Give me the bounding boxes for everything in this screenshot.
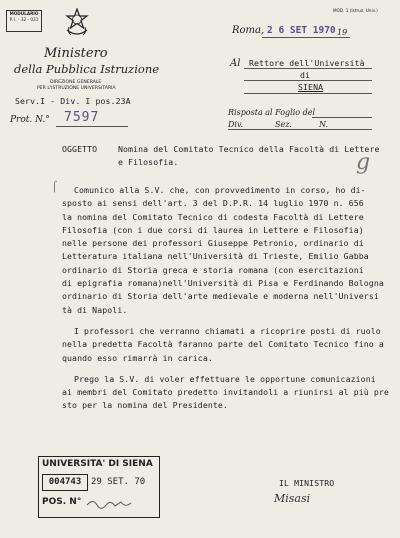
prot-rule: [56, 126, 128, 127]
paragraph-1: [62, 184, 392, 317]
risposta-sez: Sez.: [275, 120, 292, 129]
date-stamp: 2 6 SET 1970: [267, 25, 336, 36]
body-line: nelle persone dei professori Giuseppe Petronio, ordinario di: [62, 238, 364, 249]
signature-label: IL MINISTRO: [279, 478, 335, 488]
paragraph-3: [62, 373, 392, 413]
stamp-pos-label: POS. N°: [42, 497, 82, 507]
handwritten-g-mark: g: [356, 150, 371, 175]
body-line: ordinario di Storia dell'arte medievale e moderna nell'Universi: [62, 291, 379, 302]
body-line: quando esso rimarrà in carica.: [62, 352, 213, 363]
roma-label: Roma,: [232, 25, 265, 36]
stamp-handwritten-scribble: [85, 496, 135, 510]
istruzione-universitaria-label: PER L'ISTRUZIONE UNIVERSITARIA: [37, 86, 116, 91]
addressee-line3: SIENA: [298, 82, 324, 92]
addressee-line1: Rettore dell'Università: [249, 58, 365, 68]
republic-emblem-icon: [64, 8, 90, 38]
stamp-date: 29 SET. 70: [91, 477, 146, 487]
modulario-box: [6, 10, 42, 32]
al-label: Al: [230, 58, 241, 69]
body-line: sposto ai sensi dell'art. 3 del D.P.R. 14 luglio 1970 n. 656: [62, 198, 364, 209]
modulario-label: MODULARIO: [9, 11, 39, 16]
letter-body: [52, 182, 392, 413]
oggetto-line1: Nomina del Comitato Tecnico della Facoltà di Lettere: [118, 144, 380, 154]
prot-label: Prot. N.°: [10, 115, 50, 125]
addressee-line2: di: [300, 70, 311, 80]
oggetto-label: OGGETTO: [62, 144, 98, 154]
body-line: ai membri del Comitato predetto invitandoli a riunirsi al più pre: [62, 387, 389, 398]
stamp-number-box: [42, 474, 88, 491]
body-line: nella predetta Facoltà faranno parte del Comitato Tecnico fino a: [62, 339, 384, 350]
ministero-title: Ministero: [44, 46, 108, 61]
body-line: di epigrafia romana)nell'Università di Pisa e Ferdinando Bologna: [62, 278, 384, 289]
body-line: Comunico alla S.V. che, con provvedimento in corso, ho di-: [74, 185, 366, 195]
risposta-rule-bottom: [228, 129, 372, 130]
risposta-rule-top: [312, 117, 372, 118]
date-rule: [262, 37, 350, 38]
body-line: la nomina del Comitato Tecnico di codesta Facoltà di Lettere: [62, 211, 364, 222]
university-protocol-stamp: [38, 456, 160, 518]
body-line: Letteratura italiana nell'Università di Trieste, Emilio Gabba: [62, 251, 369, 262]
body-line: sto per la nomina del Presidente.: [62, 400, 228, 411]
body-line: tà di Napoli.: [62, 304, 128, 315]
year-suffix: 19: [337, 28, 348, 37]
modulario-code: P. I. - 32 - 031: [9, 17, 39, 22]
risposta-div: Div.: [228, 120, 244, 129]
oggetto-line2: e Filosofia.: [118, 157, 179, 167]
addressee-rule-3: [244, 93, 372, 94]
minister-signature: Misasi: [274, 492, 311, 505]
body-line: ordinario di Storia greca e storia romana (con esercitazioni: [62, 264, 364, 275]
risposta-label: Risposta al Foglio del: [228, 108, 316, 117]
pencil-mark: ⌠: [52, 182, 58, 193]
body-line: Filosofia (con i due corsi di laurea in Lettere e Filosofia): [62, 224, 364, 235]
stamp-title: UNIVERSITA' DI SIENA: [42, 459, 153, 469]
body-line: Prego la S.V. di voler effettuare le opportune comunicazioni: [74, 373, 376, 384]
mod-label: MOD. 1 (Istruz. Univ.): [333, 8, 378, 13]
risposta-num: N.: [319, 120, 329, 129]
direzione-label: DIREZIONE GENERALE: [50, 80, 102, 85]
stamp-number: 004743: [48, 477, 82, 487]
serv-div-pos: Serv.I - Div. I pos.23A: [15, 96, 131, 106]
body-line: I professori che verranno chiamati a ricoprire posti di ruolo: [74, 325, 381, 336]
addressee-rule-2: [244, 80, 372, 81]
pubblica-istruzione-title: della Pubblica Istruzione: [14, 62, 160, 76]
prot-number-stamp: 7597: [64, 110, 100, 125]
paragraph-2: [62, 325, 392, 365]
addressee-rule-1: [244, 68, 372, 69]
